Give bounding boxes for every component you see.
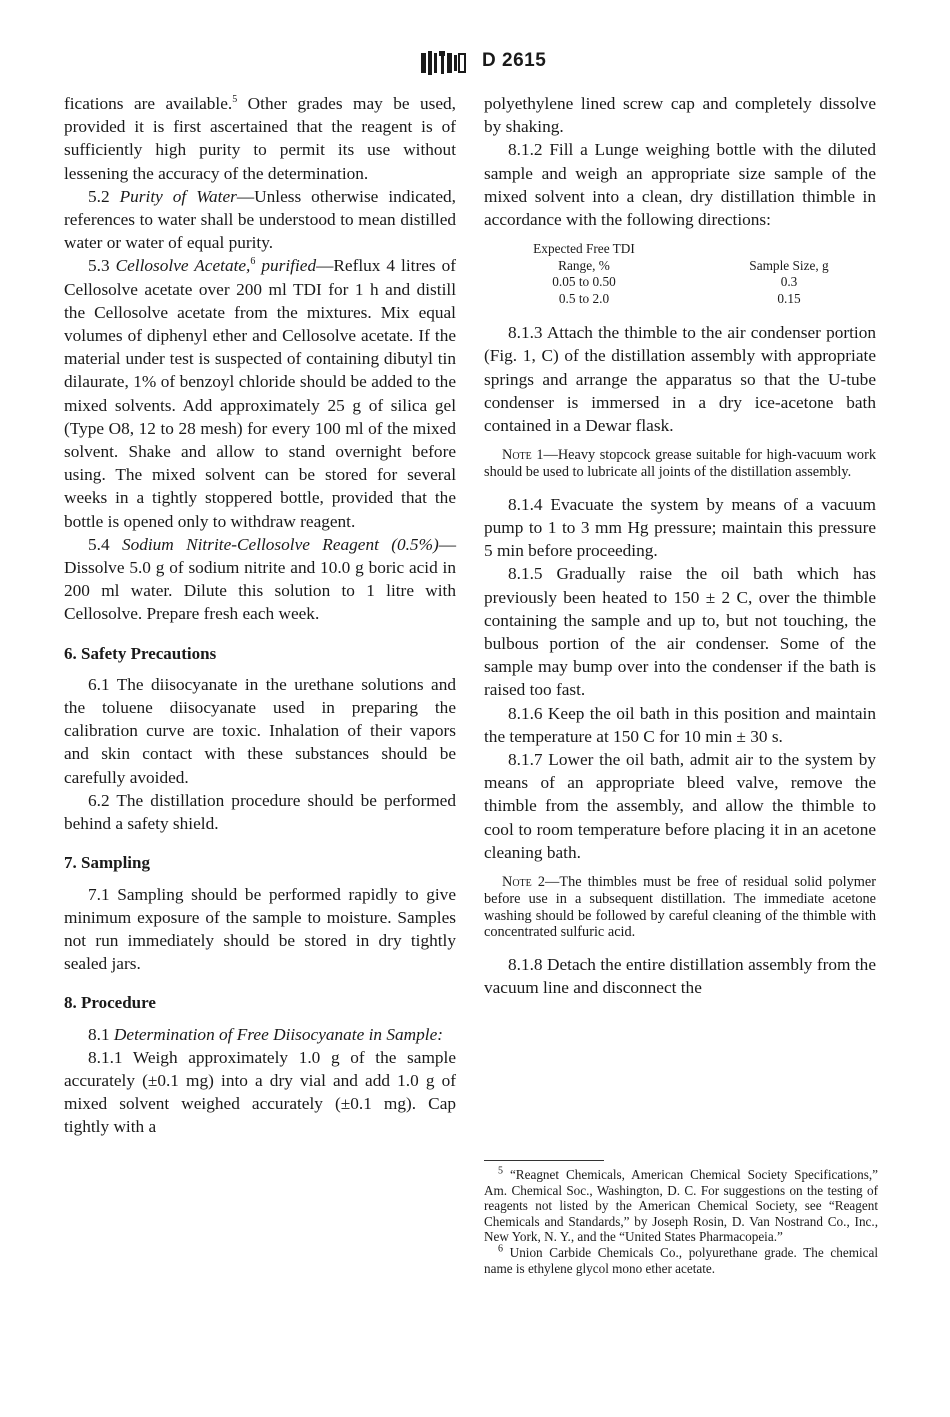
section-6-2: 6.2 The distillation procedure should be performed behind a safety shield. [64, 790, 456, 834]
section-8-1-2: 8.1.2 Fill a Lunge weighing bottle with the diluted sample and weigh an appropriate size sample of the mixed solvent into a clean, dry distillation thimble in accordance with the following directions: [484, 140, 876, 230]
section-8-1-7: 8.1.7 Lower the oil bath, admit air to the system by means of an appropriate bleed valve, remove the thimble from the assembly, and allow the thimble to cool to room temperature before placing it in an acetone cleaning bath. [484, 750, 876, 862]
astm-logo-icon [420, 50, 474, 76]
heading-procedure: 8. Procedure [64, 993, 156, 1013]
section-5-2: 5.2 Purity of Water—Unless otherwise indicated, references to water shall be understood to mean distilled water or water of equal purity. [64, 186, 456, 253]
paragraph-8-1-1-continued: polyethylene lined screw cap and completely dissolve by shaking. [484, 94, 876, 137]
paragraph-5-1-continued: fications are available.$^5$ Other grades may be used, provided it is first ascertained that the reagent is of sufficiently high purity to permit its use without lessening the accuracy of the determination. [64, 94, 456, 183]
section-5-4: 5.4 Sodium Nitrite-Cellosolve Reagent (0.5%)—Dissolve 5.0 g of sodium nitrite and 10.0 g boric acid in 200 ml water. Dilute this solution to 1 litre with Cellosolve. Prepare fresh each week. [64, 534, 457, 624]
footnote-rule [484, 1160, 604, 1161]
table-row [514, 291, 864, 308]
table-cell-range: 0.05 to 0.50 [552, 274, 616, 290]
section-8-1-8: 8.1.8 Detach the entire distillation assembly from the vacuum line and disconnect the [484, 955, 876, 998]
section-8-1-5: 8.1.5 Gradually raise the oil bath which has previously been heated to 150 ± 2 C, over the thimble containing the sample and up to, but not touching, the bulbous portion of the air condenser. Some of the sample may bump over into the condenser if the bath is raised too fast. [484, 564, 876, 700]
right-column [484, 92, 876, 1000]
page-header [0, 46, 950, 80]
heading-sampling: 7. Sampling [64, 853, 150, 873]
footnotes [484, 1160, 878, 1276]
table-row [514, 274, 864, 291]
document-designation: D 2615 [482, 50, 547, 71]
table-cell-size: 0.15 [777, 290, 801, 306]
section-5-3: 5.3 Cellosolve Acetate,$^6$ purified—Reflux 4 litres of Cellosolve acetate over 200 ml TDI for 1 h and distill the Cellosolve acetate from the mixtures. Mix equal volumes of diphenyl ether and Cellosolve acetate. If the material under test is suspected of containing dibutyl tin dilaurate, 1% of benzoyl chloride should be added to the mixed solvents. Add approximately 25 g of silica gel (Type O8, 12 to 28 mesh) for every 100 ml of the mixed solvent. Shake and allow to stand overnight before using. The mixed solvent can be stored for several weeks in a tightly stoppered bottle, provided that the bottle is opened only to withdraw reagent. [64, 256, 456, 531]
note-1: Note 1—Heavy stopcock grease suitable for high-vacuum work should be used to lubricate all joints of the distillation assembly. [484, 447, 876, 481]
footnote-5: $^5$ “Reagnet Chemicals, American Chemical Society Specifications,” Am. Chemical Soc., Washington, D. C. For suggestions on the testing of reagents not listed by the American Chemical Society, see “Reagent Chemicals and Standards,” by Joseph Rosin, D. Van Nostrand Co., Inc., New York, N. Y., and the “United States Pharmacopeia.” [484, 1165, 878, 1245]
section-8-1-4: 8.1.4 Evacuate the system by means of a vacuum pump to 1 to 3 mm Hg pressure; maintain this pressure 5 min before proceeding. [484, 494, 876, 561]
section-6-1: 6.1 The diisocyanate in the urethane solutions and the toluene diisocyanate used in preparing the calibration curve are toxic. Inhalation of their vapors and skin contact with these substances should be carefully avoided. [64, 674, 456, 787]
table-header-range: Expected Free TDI Range, % [533, 241, 635, 273]
table-header-row [514, 241, 864, 274]
section-8-1-3: 8.1.3 Attach the thimble to the air condenser portion (Fig. 1, C) of the distillation assembly with appropriate springs and arrange the apparatus so that the U-tube condenser is immersed in a dry ice-acetone bath contained in a Dewar flask. [484, 323, 876, 436]
section-8-1-1: 8.1.1 Weigh approximately 1.0 g of the sample accurately (±0.1 mg) into a dry vial and add 1.0 g of mixed solvent weighed accurately (±0.1 mg). Cap tightly with a [64, 1047, 456, 1137]
table-cell-range: 0.5 to 2.0 [558, 290, 610, 306]
footnote-6: $^6$ Union Carbide Chemicals Co., polyurethane grade. The chemical name is ethylene glycol mono ether acetate. [484, 1243, 878, 1276]
note-2: Note 2—The thimbles must be free of residual solid polymer before use in a subsequent distillation. The immediate acetone washing should be followed by careful cleaning of the thimble with concentrated sulfuric acid. [484, 874, 876, 941]
section-7-1: 7.1 Sampling should be performed rapidly to give minimum exposure of the sample to moisture. Samples not run immediately should be stored in dry tightly sealed jars. [64, 884, 456, 974]
sample-size-table [514, 241, 864, 307]
heading-safety-precautions: 6. Safety Precautions [64, 643, 217, 663]
left-column [64, 92, 456, 1139]
section-8-1: 8.1 Determination of Free Diisocyanate in Sample: [88, 1024, 443, 1044]
section-8-1-6: 8.1.6 Keep the oil bath in this position and maintain the temperature at 150 C for 10 min ± 30 s. [484, 703, 876, 746]
table-cell-size: 0.3 [780, 274, 798, 290]
table-header-size: Sample Size, g [749, 257, 829, 273]
